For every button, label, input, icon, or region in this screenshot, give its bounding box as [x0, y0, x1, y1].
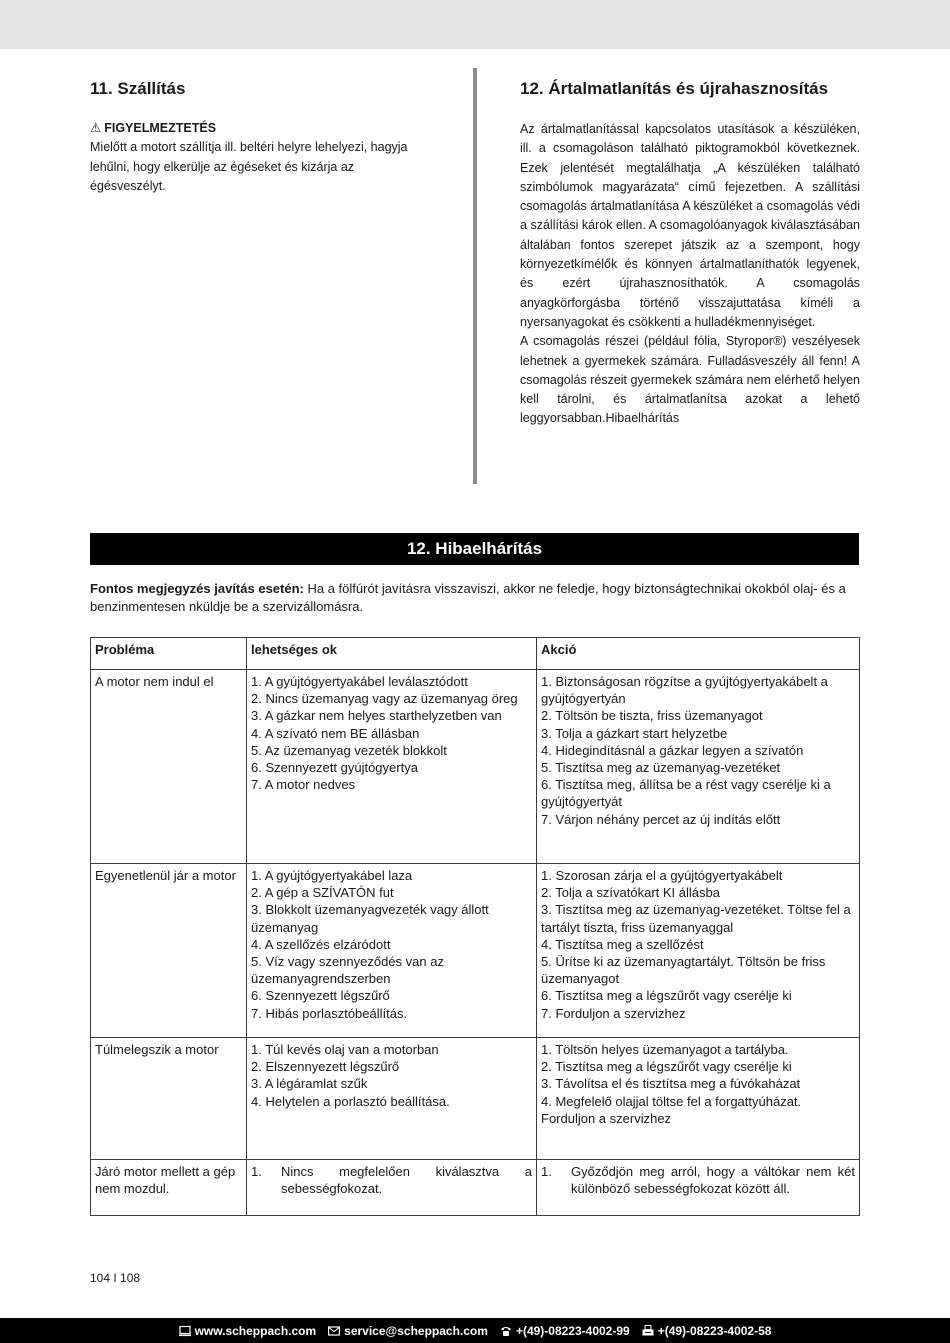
left-column — [90, 78, 430, 197]
problem-cell: Egyenetlenül jár a motor — [91, 864, 247, 1038]
footer-web[interactable] — [179, 1324, 317, 1338]
cause-item: 2. Elszennyezett légszűrő — [251, 1059, 400, 1075]
cause-cell — [247, 864, 537, 1038]
cause-item: 4. Helytelen a porlasztó beállítása. — [251, 1093, 450, 1109]
mail-icon — [328, 1325, 340, 1337]
action-item: 4. Hidegindításnál a gázkar legyen a szívatón — [541, 742, 804, 758]
disposal-paragraph-1: Az ártalmatlanítással kapcsolatos utasítások a készüléken, ill. a csomagoláson található piktogramokból következnek. Ezek jelentését megtalálhatja „A készüléken található szimbólumok magyarázata“ című fejezetben. A szállítási csomagolás ártalmatlanítása A készüléket a csomagolás védi a szállítási károk ellen. A csomagolóanyagok kiválasztásában általában fontos szerepet játszik az a szempont, hogy környezetkímélők és könnyen ártalmatlaníthatók legyenek, és ezért újrahasznosíthatók. A csomagolás anyagkörforgásba történő visszajuttatása kíméli a nyersanyagokat és csökkenti a hulladékmennyiséget. — [520, 122, 860, 329]
warning-icon: ⚠ — [90, 121, 102, 135]
action-cell — [537, 1038, 860, 1160]
action-cell — [537, 864, 860, 1038]
action-item: 3. Távolítsa el és tisztítsa meg a fúvókaházat — [541, 1076, 801, 1092]
action-item: 2. Töltsön be tiszta, friss üzemanyagot — [541, 708, 763, 724]
action-item: 1. Szorosan zárja el a gyújtógyertyakábelt — [541, 868, 783, 883]
cause-number: 1. — [251, 1164, 262, 1179]
action-item: 2. Tisztítsa meg a légszűrőt vagy cserélje ki — [541, 1059, 792, 1075]
action-item: 3. Tolja a gázkart start helyzetbe — [541, 725, 728, 741]
table-row — [91, 670, 860, 864]
cause-cell — [247, 1160, 537, 1216]
action-item: 7. Forduljon a szervizhez — [541, 1005, 686, 1021]
phone-icon — [500, 1325, 512, 1337]
cause-item: 7. A motor nedves — [251, 777, 356, 793]
action-number: 1. — [541, 1164, 552, 1179]
warning-title — [90, 120, 430, 137]
action-item: 6. Tisztítsa meg a légszűrőt vagy cserélje ki — [541, 988, 792, 1004]
action-item: 7. Várjon néhány percet az új indítás előtt — [541, 811, 781, 827]
cause-item: 1. A gyújtógyertyakábel laza — [251, 868, 413, 883]
footer-bar — [0, 1318, 950, 1343]
action-item: 3. Tisztítsa meg az üzemanyag-vezetéket. Töltse fel a tartályt tiszta, friss üzemanyaggal — [541, 902, 851, 935]
cause-item: 2. Nincs üzemanyag vagy az üzemanyag öreg — [251, 691, 518, 707]
problem-cell: A motor nem indul el — [91, 670, 247, 864]
cause-item: 3. Blokkolt üzemanyagvezeték vagy állott üzemanyag — [251, 902, 489, 935]
fax-icon — [642, 1325, 654, 1337]
column-divider — [473, 68, 477, 484]
action-item: 2. Tolja a szívatókart KI állásba — [541, 885, 720, 901]
action-item: 5. Ürítse ki az üzemanyagtartályt. Töltsön be friss üzemanyagot — [541, 954, 826, 987]
cause-item: 2. A gép a SZÍVATÓN fut — [251, 885, 394, 901]
repair-note-label: Fontos megjegyzés javítás esetén: — [90, 581, 304, 596]
cause-item: 6. Szennyezett gyújtógyertya — [251, 760, 418, 776]
computer-icon — [179, 1325, 191, 1337]
footer-email-text: service@scheppach.com — [344, 1323, 488, 1338]
warning-label: FIGYELMEZTETÉS — [104, 121, 217, 135]
footer-fax-text: +(49)-08223-4002-58 — [657, 1323, 772, 1338]
action-item: 6. Tisztítsa meg, állítsa be a rést vagy cserélje ki a gyújtógyertyát — [541, 777, 831, 810]
problem-cell: Járó motor mellett a gép nem mozdul. — [91, 1160, 247, 1216]
warning-text: Mielőtt a motort szállítja ill. beltéri helyre lehelyezi, hagyja lehűlni, hogy elkerülje az égéseket és kizárja az égésveszélyt. — [90, 140, 408, 193]
action-item: 5. Tisztítsa meg az üzemanyag-vezetéket — [541, 760, 781, 776]
header-band — [0, 0, 950, 49]
action-item: 1. Biztonságosan rögzítse a gyújtógyertyakábelt a gyújtógyertyán — [541, 674, 828, 707]
table-row — [91, 1038, 860, 1160]
page-number: 104 I 108 — [90, 1271, 141, 1285]
disposal-paragraph-2: A csomagolás részei (például fólia, Styropor®) veszélyesek lehetnek a gyermekek számára. Fulladásveszély áll fenn! A csomagolás részeit gyermekek számára nem elérhető helyen kell tárolni, és ártalmatlanítsa azokat a lehető leggyorsabban.Hibaelhárítás — [520, 334, 860, 426]
table-row — [91, 864, 860, 1038]
cause-item: 1. Túl kevés olaj van a motorban — [251, 1042, 439, 1057]
cause-cell — [247, 670, 537, 864]
header-action: Akció — [537, 638, 860, 670]
troubleshooting-title-bar: 12. Hibaelhárítás — [90, 533, 859, 565]
section-heading-disposal: 12. Ártalmatlanítás és újrahasznosítás — [520, 79, 829, 98]
action-item: 4. Tisztítsa meg a szellőzést — [541, 936, 704, 952]
footer-phone[interactable] — [500, 1324, 630, 1338]
header-problem: Probléma — [91, 638, 247, 670]
footer-fax[interactable] — [642, 1324, 772, 1338]
cause-item: 4. A szívató nem BE állásban — [251, 725, 420, 741]
action-item: 1. Töltsön helyes üzemanyagot a tartályba. — [541, 1042, 789, 1057]
right-column — [520, 78, 860, 429]
cause-item: 5. Az üzemanyag vezeték blokkolt — [251, 742, 447, 758]
section-heading-transport: 11. Szállítás — [90, 79, 186, 98]
header-cause: lehetséges ok — [247, 638, 537, 670]
cause-item: 3. A légáramlat szűk — [251, 1076, 368, 1092]
cause-item: 3. A gázkar nem helyes starthelyzetben van — [251, 708, 502, 724]
cause-item: Nincs megfelelően kiválasztva a sebességfokozat. — [281, 1164, 532, 1197]
repair-note — [90, 580, 859, 616]
footer-web-text: www.scheppach.com — [194, 1323, 317, 1338]
footer-phone-text: +(49)-08223-4002-99 — [515, 1323, 630, 1338]
cause-cell — [247, 1038, 537, 1160]
table-row — [91, 1160, 860, 1216]
cause-item: 7. Hibás porlasztóbeállítás. — [251, 1005, 408, 1021]
cause-item: 6. Szennyezett légszűrő — [251, 988, 390, 1004]
troubleshooting-table — [90, 637, 860, 1216]
repair-note-text: Ha a fölfúrót javításra visszaviszi, akkor ne feledje, hogy biztonságtechnikai okokból olaj- és a benzinmentesen nküldje be a szervizállomásra. — [90, 581, 846, 614]
footer-email[interactable] — [328, 1324, 488, 1338]
action-item: Győződjön meg arról, hogy a váltókar nem két különböző sebességfokozat között áll. — [571, 1164, 855, 1197]
problem-cell: Túlmelegszik a motor — [91, 1038, 247, 1160]
table-header-row — [91, 638, 860, 670]
cause-item: 1. A gyújtógyertyakábel leválasztódott — [251, 674, 468, 689]
action-cell — [537, 670, 860, 864]
action-item: 4. Megfelelő olajjal töltse fel a forgattyúházat. Forduljon a szervizhez — [541, 1093, 802, 1126]
cause-item: 4. A szellőzés elzáródott — [251, 936, 391, 952]
action-cell — [537, 1160, 860, 1216]
cause-item: 5. Víz vagy szennyeződés van az üzemanyagrendszerben — [251, 954, 444, 987]
